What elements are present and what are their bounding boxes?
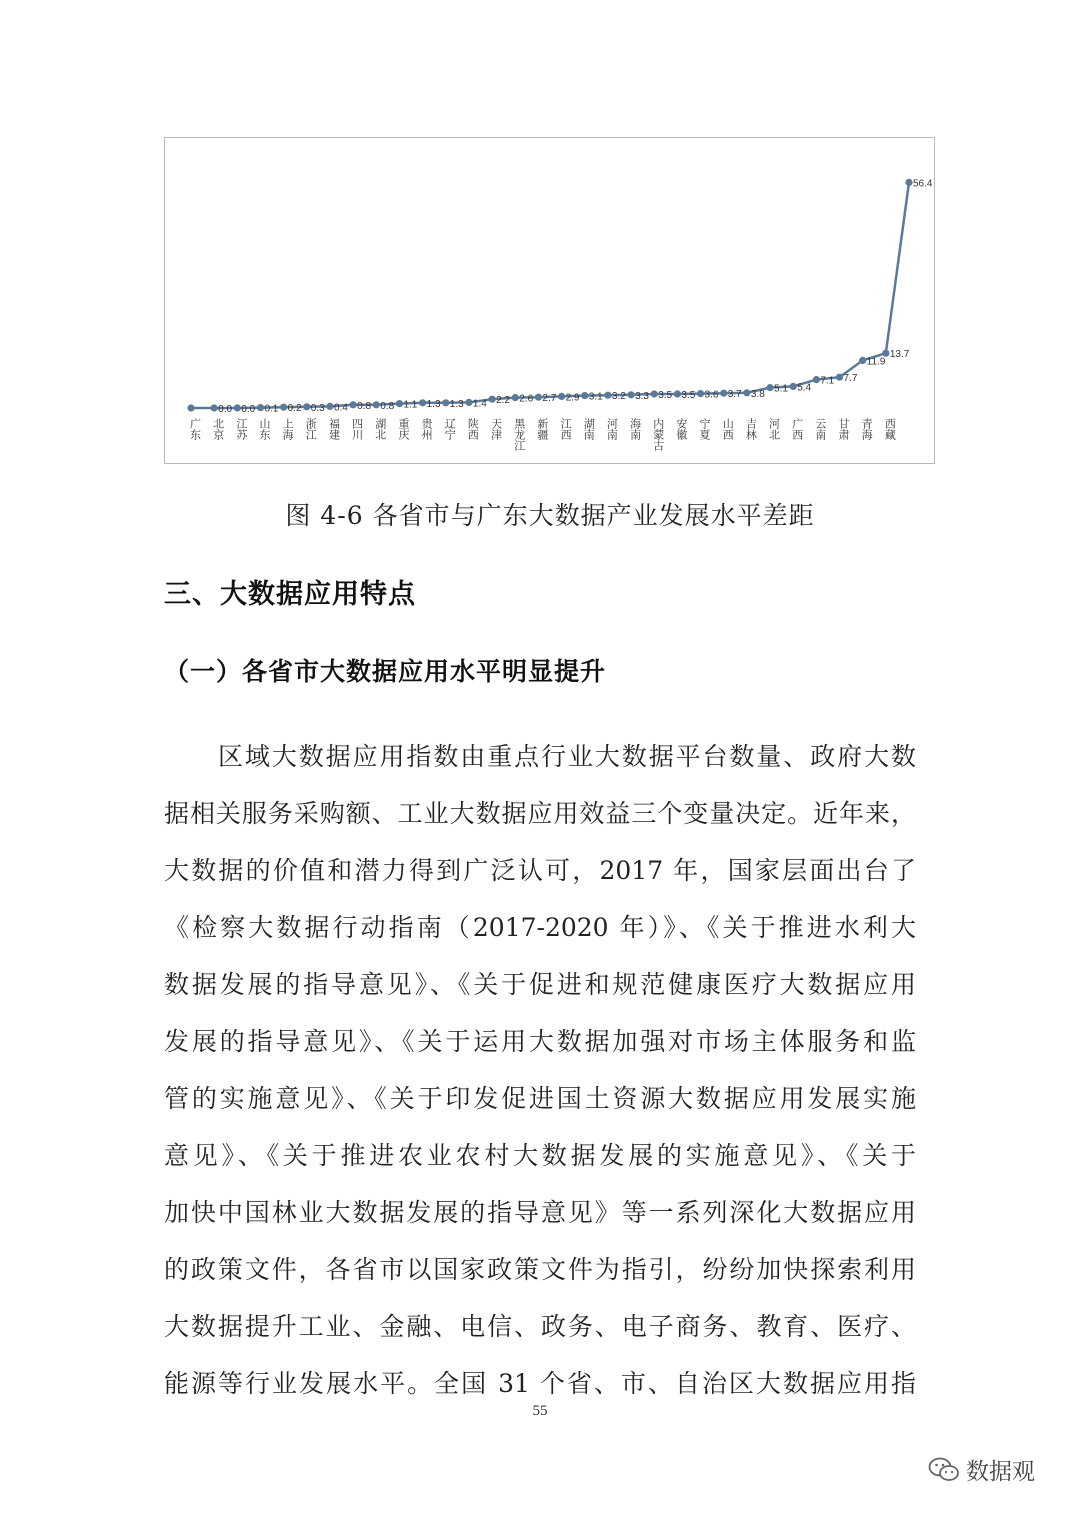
data-label: 1.1 (403, 399, 418, 411)
category-label: 重庆 (396, 418, 410, 440)
category-label: 北京 (211, 418, 225, 440)
data-label: 3.6 (704, 389, 719, 401)
paragraph-line: 管的实施意见》、《关于印发促进国土资源大数据应用发展实施 (164, 1084, 916, 1113)
paragraph-line: 加快中国林业大数据发展的指导意见》等一系列深化大数据应用 (164, 1198, 916, 1227)
paragraph-line: 发展的指导意见》、《关于运用大数据加强对市场主体服务和监 (164, 1027, 916, 1056)
section-heading: 三、大数据应用特点 (164, 579, 416, 610)
category-label: 江苏 (234, 418, 248, 440)
category-label: 山东 (257, 418, 271, 440)
line-chart (165, 138, 936, 465)
category-label: 新疆 (535, 418, 549, 440)
data-label: 0.3 (310, 402, 325, 414)
series-line (191, 182, 909, 408)
data-label: 0.8 (380, 400, 395, 412)
watermark-text: 数据观 (966, 1459, 1035, 1485)
data-point (627, 391, 634, 398)
data-label: 0.8 (357, 400, 372, 412)
data-label: 7.1 (820, 375, 835, 387)
data-point (558, 393, 565, 400)
category-label: 江西 (559, 418, 573, 440)
page-number: 55 (532, 1403, 548, 1419)
paragraph-line: 区域大数据应用指数由重点行业大数据平台数量、政府大数 (218, 742, 916, 771)
category-label: 贵州 (420, 418, 434, 440)
data-label: 7.7 (843, 373, 858, 385)
category-label: 甘肃 (837, 418, 851, 440)
data-point (813, 376, 820, 383)
category-label: 吉林 (744, 418, 758, 440)
category-label: 海南 (628, 418, 642, 440)
data-label: 1.3 (449, 398, 464, 410)
category-label: 云南 (813, 418, 827, 440)
data-point (488, 396, 495, 403)
data-label: 56.4 (913, 178, 933, 190)
data-point (326, 403, 333, 410)
data-label: 1.4 (472, 398, 487, 410)
data-point (512, 394, 519, 401)
data-point (442, 399, 449, 406)
data-label: 5.1 (774, 383, 788, 395)
paragraph-line: 能源等行业发展水平。全国 31 个省、市、自治区大数据应用指 (164, 1369, 916, 1398)
category-label: 陕西 (466, 418, 480, 440)
data-point (674, 390, 681, 397)
category-label: 辽宁 (443, 418, 457, 440)
data-label: 11.9 (866, 356, 886, 368)
chart-frame (164, 137, 935, 464)
data-point (651, 390, 658, 397)
watermark (928, 1453, 1035, 1486)
data-point (187, 404, 194, 411)
data-point (535, 394, 542, 401)
category-label: 山西 (721, 418, 735, 440)
data-label: 3.8 (750, 388, 765, 400)
data-point (373, 401, 380, 408)
data-label: 3.1 (588, 391, 603, 403)
category-label: 宁夏 (698, 418, 712, 440)
wechat-icon (928, 1456, 960, 1484)
paragraph-line: 大数据提升工业、金融、电信、政务、电子商务、教育、医疗、 (164, 1312, 916, 1341)
data-label: 2.7 (542, 393, 557, 405)
data-point (604, 392, 611, 399)
data-point (465, 399, 472, 406)
data-point (882, 350, 889, 357)
data-point (720, 390, 727, 397)
paragraph-line: 《检察大数据行动指南（2017-2020 年）》、《关于推进水利大 (164, 913, 916, 942)
data-point (697, 390, 704, 397)
data-label: 3.5 (658, 390, 673, 401)
subsection-heading: （一）各省市大数据应用水平明显提升 (164, 657, 607, 686)
category-label: 西藏 (883, 418, 897, 440)
category-label: 浙江 (304, 418, 318, 440)
data-point (303, 403, 310, 410)
category-label: 内蒙古 (651, 418, 665, 451)
category-label: 广西 (790, 418, 804, 440)
data-point (211, 404, 218, 411)
data-label: 2.2 (496, 395, 511, 407)
category-label: 河北 (767, 418, 781, 440)
data-label: 0.1 (264, 403, 279, 415)
data-label: 2.9 (565, 392, 580, 404)
data-label: 3.7 (727, 389, 742, 401)
data-label: 13.7 (889, 349, 910, 361)
data-point (280, 404, 287, 411)
category-label: 湖北 (373, 418, 387, 440)
data-label: 3.3 (635, 390, 649, 402)
data-label: 2.6 (519, 393, 534, 405)
category-label: 黑龙江 (512, 418, 526, 451)
data-point (396, 400, 403, 407)
data-point (234, 404, 241, 411)
paragraph-line: 意见》、《关于推进农业农村大数据发展的实施意见》、《关于 (164, 1141, 916, 1170)
data-point (790, 383, 797, 390)
data-point (859, 357, 866, 364)
category-label: 广东 (188, 418, 202, 440)
category-label: 青海 (860, 418, 874, 440)
data-point (743, 389, 750, 396)
paragraph-line: 数据发展的指导意见》、《关于促进和规范健康医疗大数据应用 (164, 970, 916, 999)
data-point (905, 179, 912, 186)
data-point (419, 399, 426, 406)
data-label: 3.2 (611, 391, 626, 403)
data-label: 0.0 (218, 404, 233, 415)
data-point (581, 392, 588, 399)
paragraph-line: 据相关服务采购额、工业大数据应用效益三个变量决定。近年来， (164, 799, 916, 828)
category-label: 上海 (281, 418, 295, 440)
paragraph-line: 大数据的价值和潜力得到广泛认可，2017 年，国家层面出台了 (164, 856, 916, 885)
data-point (766, 384, 773, 391)
figure-caption: 图 4-6 各省市与广东大数据产业发展水平差距 (285, 501, 815, 530)
paragraph-line: 的政策文件，各省市以国家政策文件为指引，纷纷加快探索利用 (164, 1255, 916, 1284)
data-label: 5.4 (797, 382, 812, 394)
category-label: 福建 (327, 418, 341, 440)
category-label: 湖南 (582, 418, 596, 440)
data-label: 0.4 (333, 402, 348, 414)
data-point (350, 401, 357, 408)
category-label: 四川 (350, 418, 364, 440)
data-label: 3.5 (681, 390, 696, 401)
data-label: 1.3 (426, 398, 441, 410)
category-label: 河南 (605, 418, 619, 440)
data-point (257, 404, 264, 411)
category-label: 安徽 (674, 418, 688, 440)
data-point (836, 374, 843, 381)
data-label: 0.0 (241, 404, 256, 415)
category-label: 天津 (489, 418, 503, 440)
data-label: 0.2 (287, 403, 302, 415)
